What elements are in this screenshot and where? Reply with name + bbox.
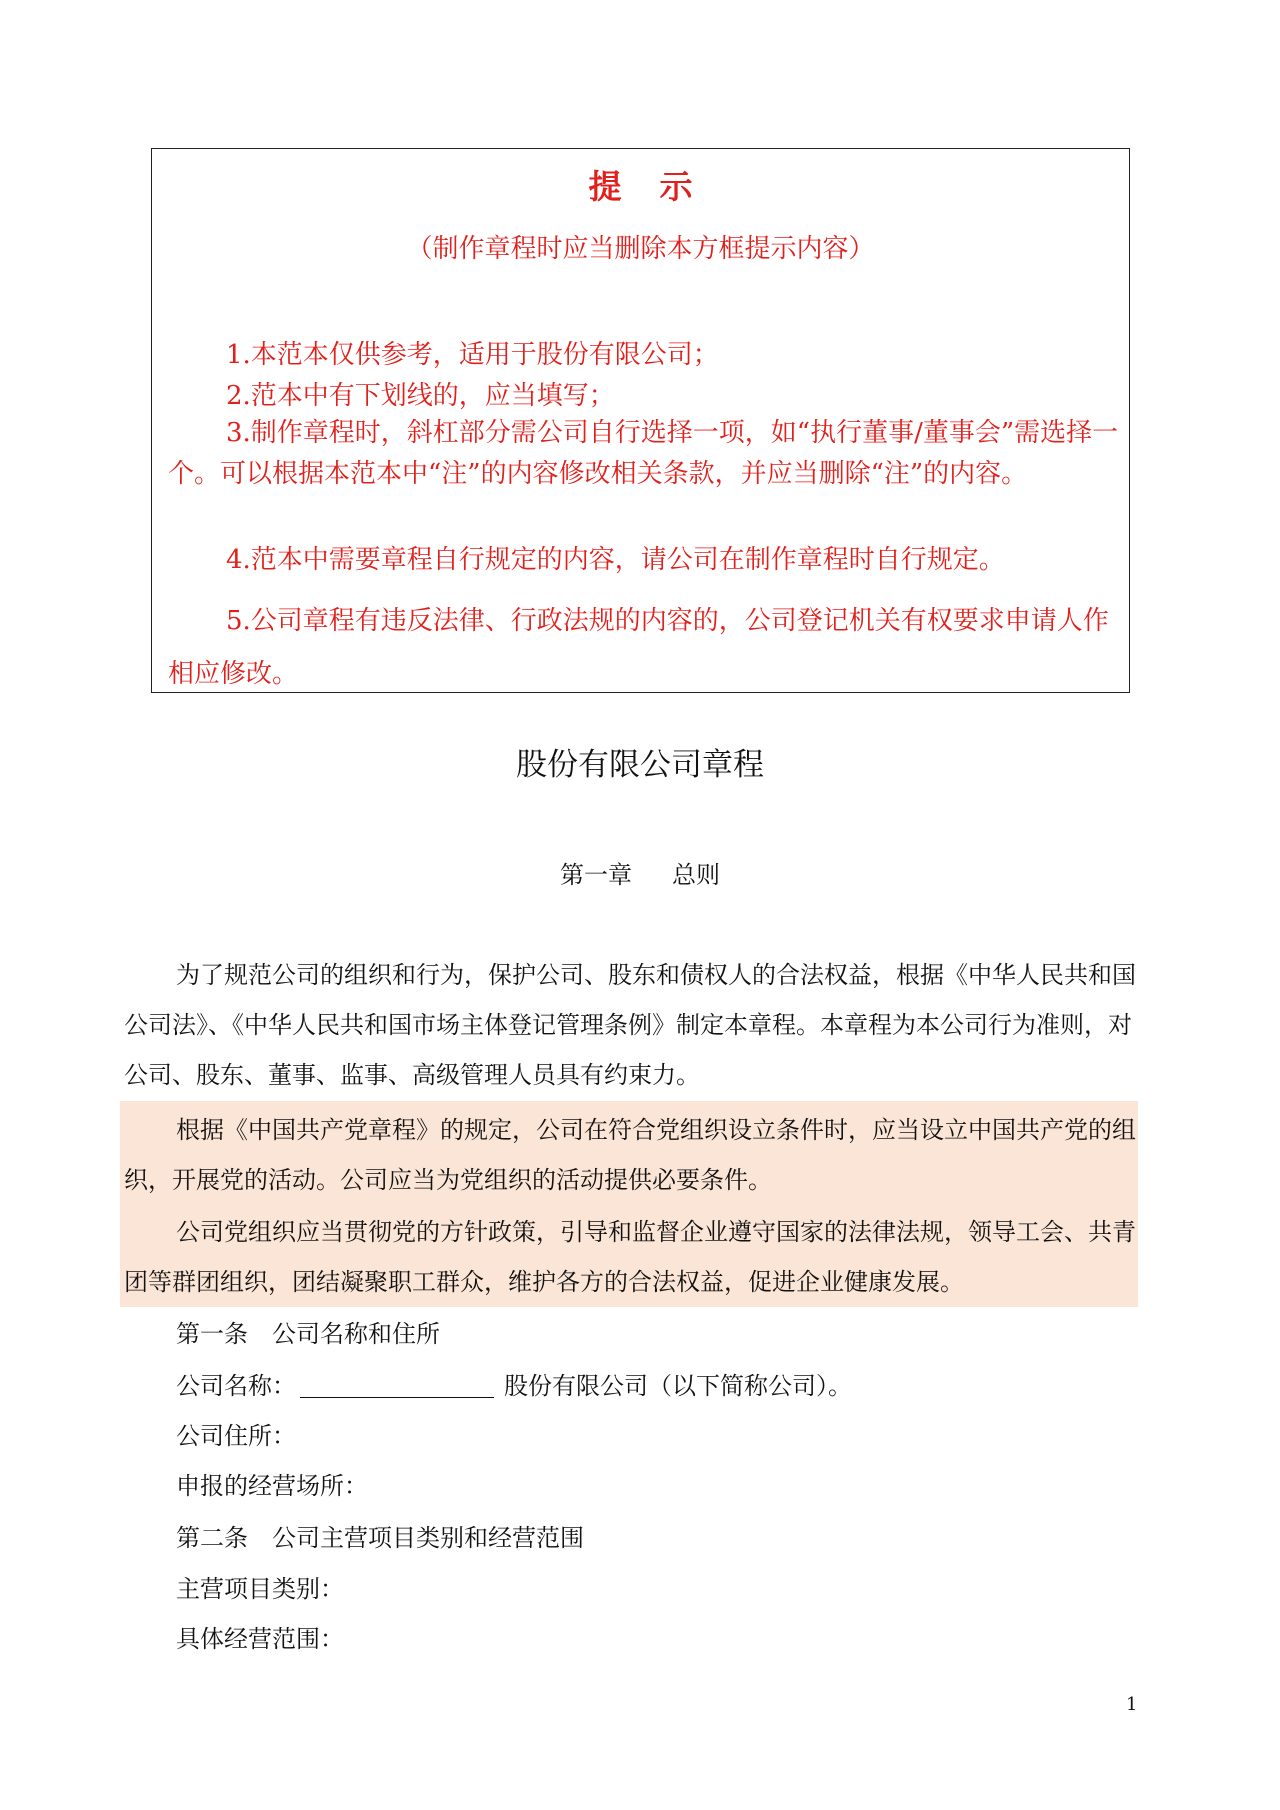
company-name-line (176, 1369, 852, 1403)
notice-item-2: 2.范本中有下划线的，应当填写； (226, 381, 615, 411)
chapter-title: 总则 (672, 861, 720, 889)
notice-item-3: 3.制作章程时，斜杠部分需公司自行选择一项，如“执行董事/董事会”需选择一个。可以根据本范本中“注”的内容修改相关条款，并应当删除“注”的内容。 (168, 418, 1119, 489)
chapter-number: 第一章 (560, 861, 632, 889)
notice-item-4: 4.范本中需要章程自行规定的内容，请公司在制作章程时自行规定。 (226, 545, 1005, 575)
article-2-title: 公司主营项目类别和经营范围 (272, 1524, 584, 1552)
company-name-suffix: 股份有限公司（以下简称公司）。 (504, 1372, 852, 1400)
article-1-heading (176, 1317, 440, 1351)
main-category-label: 主营项目类别： (176, 1575, 344, 1603)
document-title: 股份有限公司章程 (516, 747, 764, 783)
article-1-number: 第一条 (176, 1320, 248, 1348)
notice-item-1: 1.本范本仅供参考，适用于股份有限公司； (226, 340, 719, 370)
company-name-blank (300, 1371, 494, 1398)
notice-title: 提示 (588, 167, 731, 206)
company-name-label: 公司名称： (176, 1372, 296, 1400)
paragraph-party-organization: 根据《中国共产党章程》的规定，公司在符合党组织设立条件时，应当设立中国共产党的组织，开展党的活动。公司应当为党组织的活动提供必要条件。 (124, 1116, 1136, 1194)
notice-box (151, 148, 1130, 693)
business-scope-label: 具体经营范围： (176, 1625, 344, 1653)
notice-item-5: 5.公司章程有违反法律、行政法规的内容的，公司登记机关有权要求申请人作相应修改。 (168, 606, 1109, 689)
chapter-heading (0, 858, 1280, 892)
paragraph-party-duties: 公司党组织应当贯彻党的方针政策，引导和监督企业遵守国家的法律法规，领导工会、共青团等群团组织，团结凝聚职工群众，维护各方的合法权益，促进企业健康发展。 (124, 1218, 1136, 1296)
article-2-number: 第二条 (176, 1524, 248, 1552)
company-address-label: 公司住所： (176, 1422, 296, 1450)
page-number: 1 (1126, 1694, 1138, 1715)
article-1-title: 公司名称和住所 (272, 1320, 440, 1348)
paragraph-purpose: 为了规范公司的组织和行为，保护公司、股东和债权人的合法权益，根据《中华人民共和国公司法》、《中华人民共和国市场主体登记管理条例》制定本章程。本章程为本公司行为准则，对公司、股东、董事、监事、高级管理人员具有约束力。 (124, 961, 1136, 1089)
article-2-heading (176, 1521, 584, 1555)
business-place-label: 申报的经营场所： (176, 1472, 368, 1500)
notice-subtitle: （制作章程时应当删除本方框提示内容） (406, 234, 875, 264)
